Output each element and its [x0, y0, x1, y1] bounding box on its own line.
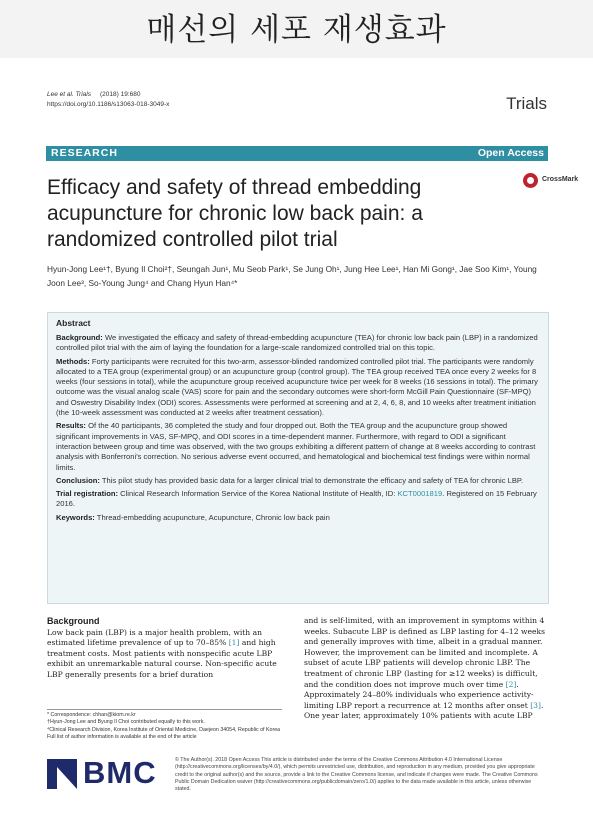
- abstract-trial-registration: Trial registration: Clinical Research Information Service of the Korea National Institute of Health, ID: KCT0001819. Registered on 15 February 2016.: [56, 489, 537, 509]
- citation-link[interactable]: [1]: [228, 638, 240, 648]
- crossmark-badge[interactable]: [523, 173, 581, 189]
- equal-contribution-note: †Hyun-Jong Lee and Byung Il Choi contributed equally to this work.: [47, 719, 205, 726]
- banner-title: 매선의 세포 재생효과: [146, 12, 447, 48]
- author-info-note: Full list of author information is available at the end of the article: [47, 733, 197, 740]
- page-footer: [47, 757, 549, 805]
- crossmark-label: CrossMark: [542, 176, 579, 183]
- citation-link[interactable]: [2]: [505, 679, 517, 689]
- citation-meta: [47, 90, 169, 110]
- crossmark-icon: [523, 173, 538, 188]
- abstract-body: [56, 333, 542, 526]
- open-access-label: Open Access: [477, 147, 544, 159]
- bmc-logo: [47, 755, 167, 797]
- section-bar: [46, 146, 548, 161]
- article-title: Efficacy and safety of thread embedding acupuncture for chronic low back pain: a randomized controlled pilot trial: [47, 176, 423, 251]
- banner: [0, 0, 593, 58]
- body-column-right: and is self-limited, with an improvement in symptoms within 4 weeks. Subacute LBP is defined as LBP lasting for 4–12 weeks and generally improves with time, albeit in a gradual manner. However, the improvement can be limited and incomplete. A subset of acute LBP patients will develop chronic LBP. The treatment of chronic LBP (lasting for ≥12 weeks) is difficult, and the condition does not improve much over time [2]. Approximately 24–80% individuals who experience activity-limiting LBP report a recurrence at 12 months after onset [3]. One year later, approximately 10% patients with acute LBP: [304, 616, 545, 721]
- author-list: Hyun-Jong Lee¹†, Byung Il Choi²†, Seungah Jun¹, Mu Seob Park¹, Se Jung Oh¹, Jung Hee Lee¹, Han Mi Gong¹, Jae Soo Kim¹, Young Joon Lee³, So-Young Jung⁴ and Chang Hyun Han⁴*: [47, 264, 537, 288]
- body-paragraph-left: Low back pain (LBP) is a major health problem, with an estimated lifetime prevalence of up to 70–85% [1] and high treatment costs. Most patients with nonspecific acute LBP exhibit an unremarkable natural course. Non-specific acute LBP generally presents for a brief duration: [47, 627, 277, 679]
- doi-link[interactable]: https://doi.org/10.1186/s13063-018-3049-x: [47, 101, 170, 108]
- correspondence-note: * Correspondence: chhan@kiom.re.kr: [47, 712, 136, 718]
- abstract-box: [47, 312, 549, 604]
- bmc-logo-icon: [47, 759, 77, 789]
- article-type: RESEARCH: [51, 147, 118, 159]
- abstract-keywords: Keywords: Thread-embedding acupuncture, Acupuncture, Chronic low back pain: [56, 512, 330, 522]
- section-heading: Background: [47, 616, 100, 626]
- abstract-results: Results: Of the 40 participants, 36 completed the study and four dropped out. Both the TEA group and the acupuncture group showed significant improvements in VAS, SF-MPQ, and ODI scores in a time-dependent manner. Furthermore, with regard to ODI a significant interaction between group and time was observed, with the two groups exhibiting a different pattern of change at 8 weeks according to contrast analysis with Bonferroni's correction. No serious adverse event occurred, and hematological and biochemical test findings were within normal limits.: [56, 421, 536, 472]
- citation-link[interactable]: [3]: [530, 700, 541, 710]
- license-text: © The Author(s). 2018 Open Access This article is distributed under the terms of the Creative Commons Attribution 4.0 International License (http://creativecommons.org/licenses/by/4.0/), which permits unrestricted use, distribution, and reproduction in any medium, provided you give appropriate credit to the original author(s) and the source, provide a link to the Creative Commons license, and indicate if changes were made. The Creative Commons Public Domain Dedication waiver (http://creativecommons.org/publicdomain/zero/1.0/) applies to the data made available in this article, unless otherwise stated.: [175, 757, 538, 793]
- journal-name: Trials: [506, 94, 547, 113]
- citation-issue: (2018) 19:680: [100, 91, 141, 98]
- abstract-conclusion: Conclusion: This pilot study has provided basic data for a larger clinical trial to demonstrate the efficacy and safety of TEA for chronic LBP.: [56, 475, 524, 485]
- body-column-left: [47, 616, 284, 681]
- abstract-background: Background: We investigated the efficacy and safety of thread-embedding acupuncture (TEA) for chronic low back pain (LBP) in a randomized controlled pilot trial with the aim of laying the foundation for a large-scale randomized controlled trial on this topic.: [56, 333, 538, 353]
- footnotes: [47, 709, 282, 741]
- affiliation-note: ⁴Clinical Research Division, Korea Institute of Oriental Medicine, Daejeon 34054, Republic of Korea: [47, 726, 281, 733]
- bmc-wordmark: BMC: [83, 755, 157, 790]
- citation-journal: Lee et al. Trials: [47, 91, 91, 98]
- abstract-heading: Abstract: [56, 318, 91, 328]
- abstract-methods: Methods: Forty participants were recruited for this two-arm, assessor-blinded randomized controlled pilot trial. The participants were randomly allocated to a TEA group (experimental group) or an acupuncture group (control group). The TEA group received TEA once every 2 weeks for 8 weeks (four sessions in total), while the acupuncture group received acupuncture twice per week for 8 weeks (16 sessions in total). The primary outcome was the visual analog scale (VAS) score for pain and the secondary outcomes were short-form McGill Pain Questionnaire (SF-MPQ) and Oswestry Disability Index (ODI) scores. Assessments were performed at screening and at 2, 4, 6, 8, and 10 weeks after treatment initiation (the 10-week assessment was conducted at 2 weeks after treatment cessation).: [56, 356, 538, 418]
- trial-id-link[interactable]: KCT0001819: [397, 489, 443, 499]
